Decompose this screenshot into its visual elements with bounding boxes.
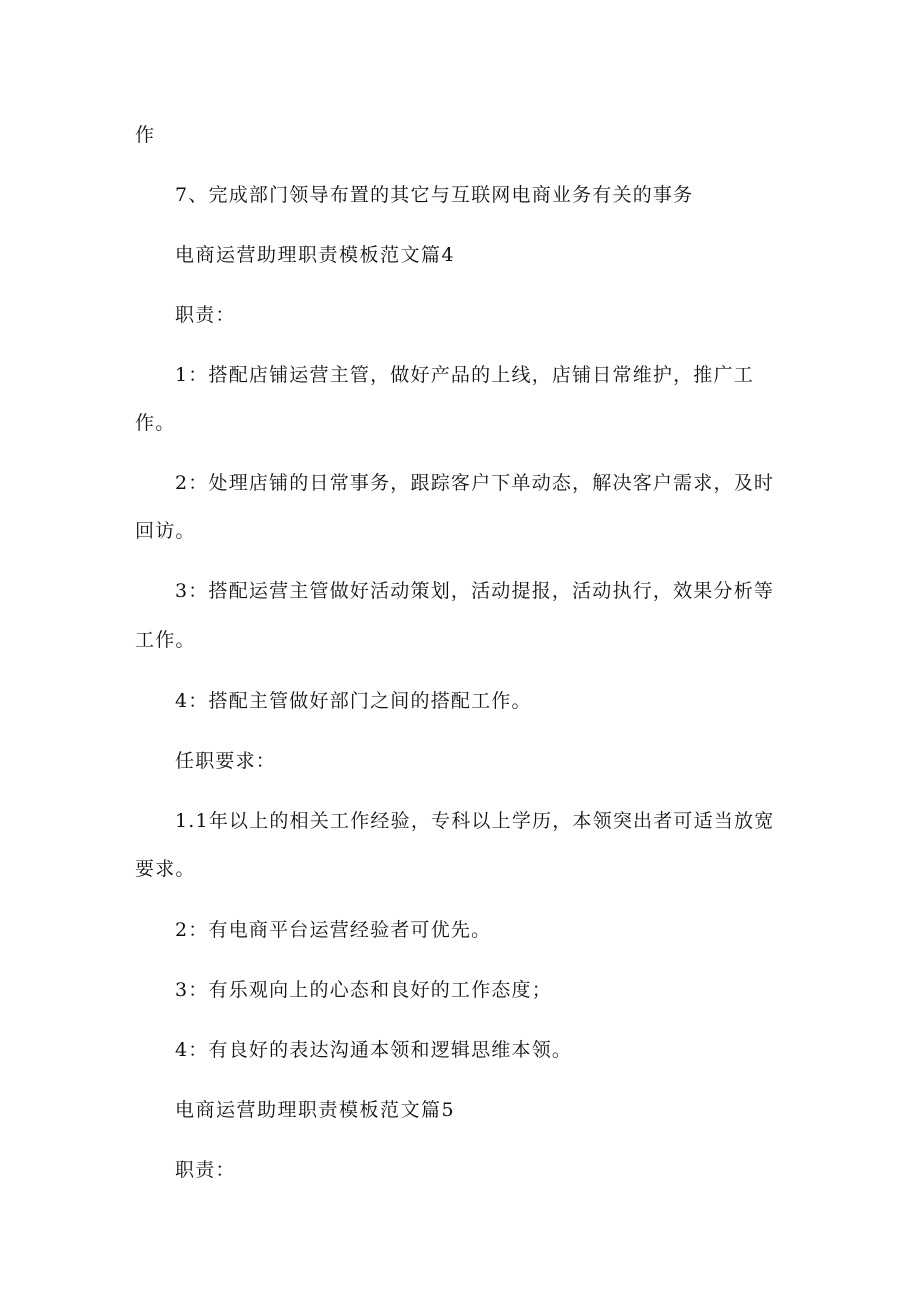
requirement-4: 4：有良好的表达沟通本领和逻辑思维本领。	[175, 1039, 573, 1061]
requirement-3: 3：有乐观向上的心态和良好的工作态度；	[175, 979, 552, 1001]
requirements-label: 任职要求：	[175, 750, 277, 772]
duty-2-line-2: 回访。	[135, 520, 196, 542]
paragraph-continuation: 作	[135, 124, 156, 146]
paragraph-item-7: 7、完成部门领导布置的其它与互联网电商业务有关的事务	[175, 184, 694, 206]
duty-3-line-1: 3：搭配运营主管做好活动策划，活动提报，活动执行，效果分析等	[175, 580, 775, 602]
section-4-duties-label: 职责：	[175, 304, 236, 326]
requirement-2: 2：有电商平台运营经验者可优先。	[175, 919, 492, 941]
duty-2-line-1: 2：处理店铺的日常事务，跟踪客户下单动态，解决客户需求，及时	[175, 472, 775, 494]
requirement-1-line-1: 1.1年以上的相关工作经验，专科以上学历，本领突出者可适当放宽	[175, 810, 775, 832]
section-5-title: 电商运营助理职责模板范文篇5	[175, 1099, 456, 1121]
section-5-duties-label: 职责：	[175, 1159, 236, 1181]
duty-1-line-1: 1：搭配店铺运营主管，做好产品的上线，店铺日常维护，推广工	[175, 364, 754, 386]
section-4-title: 电商运营助理职责模板范文篇4	[175, 244, 456, 266]
duty-3-line-2: 工作。	[135, 629, 196, 651]
duty-4: 4：搭配主管做好部门之间的搭配工作。	[175, 690, 532, 712]
duty-1-line-2: 作。	[135, 412, 176, 434]
requirement-1-line-2: 要求。	[135, 858, 196, 880]
